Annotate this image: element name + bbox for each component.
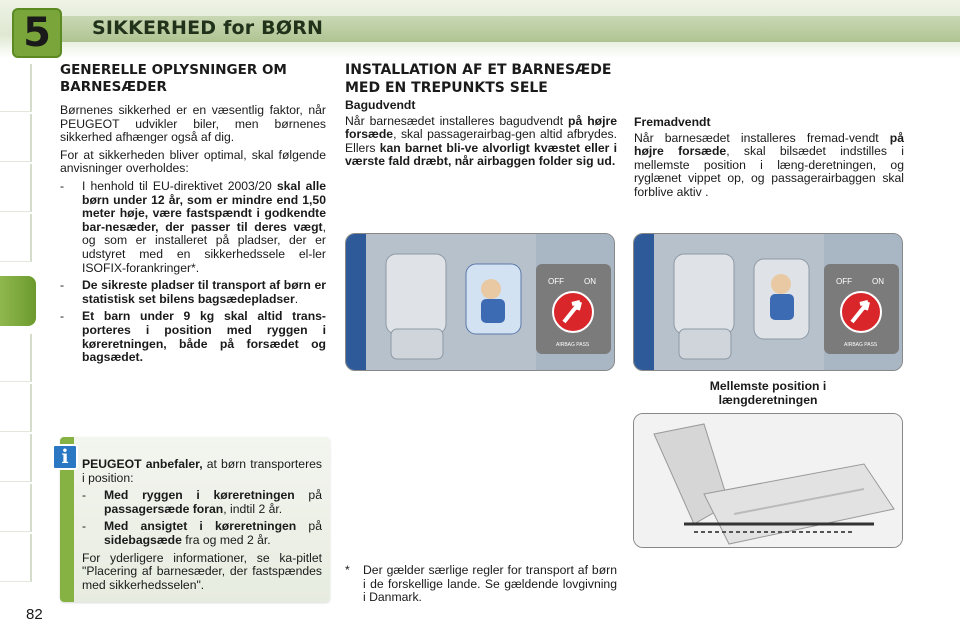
switch-on-label: ON (584, 277, 596, 286)
forward-facing-tail: , skal bilsædet indstilles i mellemste position i læng-deretningen, og ryglænet vippet op, og passagerairbaggen skal forblive aktiv . (634, 144, 904, 199)
footnote (345, 564, 617, 605)
airbag-pass-label-2: AIRBAG PASS (844, 342, 878, 348)
chapter-tab-10[interactable] (0, 534, 32, 582)
airbag-pass-label: AIRBAG PASS (556, 342, 590, 348)
info-intro: at børn transporteres i position: (82, 457, 323, 485)
bullet1-tail: , og som er installeret på pladser, der er udstyret med en sikkerhedssele el-ler ISOFIX-forankringer*. (82, 219, 326, 275)
rear-facing-mid: , skal passagerairbag-gen altid afbrydes. Ellers (345, 127, 617, 155)
seat-position-caption: Mellemste position i længderetningen (709, 379, 827, 407)
info-item1-bold: Med ryggen i køreretningen (104, 488, 295, 503)
forward-facing-illustration (633, 233, 903, 371)
installation-heading: INSTALLATION AF ET BARNESÆDE MED EN TREPUNKTS SELE (345, 62, 612, 96)
list-item: - I henhold til EU-direktivet 2003/20 skal alle børn under 12 år, som er mindre end 1,50 meter høje, være fastspændt i godkendte bar-nesæder, der passer til deres vægt, og som er installeret på pladser, der er udstyret med en sikkerhedssele el-ler ISOFIX-forankringer*. (60, 178, 327, 275)
list-item: - Et barn under 9 kg skal altid trans-porteres i position med ryggen i køreretningen, både på forsædet og bagsædet. (60, 309, 326, 365)
rear-facing-bold1: på højre forsæde (345, 113, 617, 142)
info-item2-bold2: sidebagsæde (104, 532, 182, 547)
chapter-tab-4[interactable] (0, 214, 32, 262)
chapter-tab-6[interactable] (0, 334, 32, 382)
chapter-badge (12, 8, 62, 58)
info-item2-bold: Med ansigtet i køreretningen (104, 519, 297, 534)
info-outro: For yderligere informationer, se ka-pitlet "Placering af barnesæder, der fastspændes med sikkerhedsselen". (82, 550, 322, 592)
chapter-tab-8[interactable] (0, 434, 32, 482)
bullet1-bold: skal alle børn under 12 år, som er mindre end 1,50 meter høje, være fastspændt i godkendte bar-nesæder, der passer til deres vægt (82, 178, 327, 234)
info-item1-rest: , indtil 2 år. (223, 501, 283, 516)
footnote-text: Der gælder særlige regler for transport af børn i de forskellige lande. Se gældende lovgivning i Danmark. (363, 563, 617, 605)
chapter-tab-2[interactable] (0, 114, 32, 162)
switch-off-label: OFF (548, 277, 564, 286)
list-item: - De sikreste pladser til transport af børn er statistisk set bilens bagsædepladser. (60, 278, 326, 306)
rear-facing-illustration (345, 233, 615, 371)
car-interior-image (346, 234, 615, 371)
switch-on-label-2: ON (872, 277, 884, 286)
list-item: - Med ansigtet i køreretningen på sidebagsæde fra og med 2 år. (82, 519, 322, 547)
info-icon: i (52, 444, 78, 470)
rear-facing-bold2: kan barnet bli-ve alvorligt kvæstet eller i værste fald dræbt, når airbaggen folder sig ud. (345, 140, 617, 169)
page-title: SIKKERHED for BØRN (92, 17, 324, 39)
info-item2-rest: fra og med 2 år. (181, 532, 271, 547)
page-number: 82 (26, 606, 43, 623)
forward-facing-heading: Fremadvendt (634, 115, 711, 129)
list-item: - Med ryggen i køreretningen på passagersæde foran, indtil 2 år. (82, 488, 322, 516)
chapter-tab-9[interactable] (0, 484, 32, 532)
rear-facing-heading: Bagudvendt (345, 98, 416, 112)
forward-facing-bold: på højre forsæde (634, 130, 904, 159)
footnote-marker: * (345, 563, 350, 577)
left-column (60, 62, 326, 369)
middle-column (345, 62, 617, 173)
switch-off-label-2: OFF (836, 277, 852, 286)
info-item2-mid: på (296, 519, 322, 534)
seat-position-illustration (633, 413, 903, 548)
chapter-tab-5-active[interactable] (0, 276, 36, 326)
rear-facing-text: Når barnesædet installeres bagudvendt (345, 113, 569, 128)
general-info-heading: GENERELLE OPLYSNINGER OM BARNESÆDER (60, 62, 287, 95)
info-item1-bold2: passagersæde foran (104, 501, 224, 516)
chapter-tabs (0, 64, 34, 584)
info-item1-mid: på (294, 488, 322, 503)
info-box-text (82, 458, 322, 592)
forward-facing-text: Når barnesædet installeres fremad-vendt (634, 130, 890, 145)
intro-paragraph: Børnenes sikkerhed er en væsentlig faktor, når PEUGEOT udvikler biler, men børnenes sikkerhed afhænger også af dig. (60, 103, 326, 145)
chapter-number: 5 (23, 10, 51, 56)
instructions-paragraph: For at sikkerheden bliver optimal, skal følgende anvisninger overholdes: (60, 147, 326, 176)
bullet2-bold: De sikreste pladser til transport af børn er statistisk set bilens bagsædepladser (82, 278, 326, 306)
bullet3-bold: Et barn under 9 kg skal altid trans-porteres i position med ryggen i køreretningen, både på forsædet og bagsædet. (82, 309, 326, 365)
info-intro-bold: PEUGEOT anbefaler, (82, 457, 203, 471)
seat-image (634, 414, 903, 548)
bullet2-tail: . (294, 291, 299, 306)
car-interior-forward-image (634, 234, 903, 371)
bullet1-text: I henhold til EU-direktivet 2003/20 (82, 178, 277, 193)
chapter-tab-1[interactable] (0, 64, 32, 112)
chapter-tab-3[interactable] (0, 164, 32, 212)
right-column (634, 116, 904, 204)
chapter-tab-7[interactable] (0, 384, 32, 432)
